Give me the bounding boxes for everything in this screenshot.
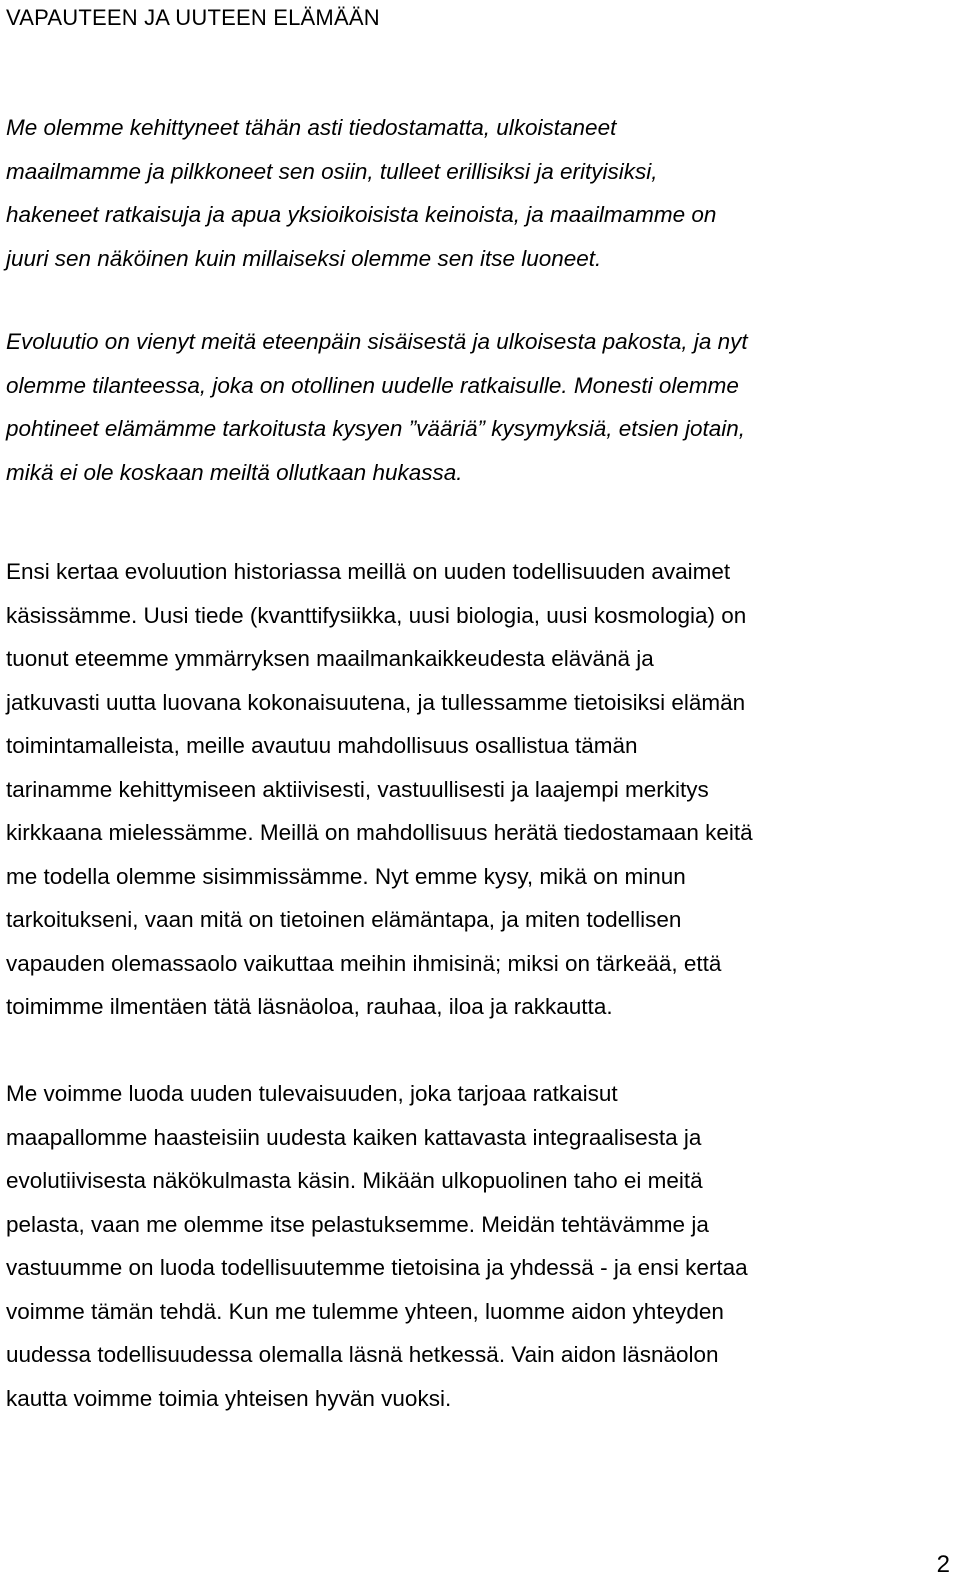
paragraph-line: toimimme ilmentäen tätä läsnäoloa, rauhaa, iloa ja rakkautta. xyxy=(6,994,613,1019)
paragraph-line: vastuumme on luoda todellisuutemme tietoisina ja yhdessä - ja ensi kertaa xyxy=(6,1255,748,1280)
paragraph-line: kirkkaana mielessämme. Meillä on mahdollisuus herätä tiedostamaan keitä xyxy=(6,820,753,845)
paragraph-line: Ensi kertaa evoluution historiassa meillä on uuden todellisuuden avaimet xyxy=(6,559,731,584)
paragraph-4 xyxy=(6,1072,948,1420)
paragraph-line: hakeneet ratkaisuja ja apua yksioikoisista keinoista, ja maailmamme on xyxy=(6,202,717,227)
paragraph-2 xyxy=(6,320,948,494)
page-number: 2 xyxy=(936,1551,950,1578)
paragraph-1 xyxy=(6,106,948,280)
paragraph-line: me todella olemme sisimmissämme. Nyt emme kysy, mikä on minun xyxy=(6,863,686,889)
paragraph-line: voimme tämän tehdä. Kun me tulemme yhteen, luomme aidon yhteyden xyxy=(6,1298,724,1324)
paragraph-line: käsissämme. Uusi tiede (kvanttifysiikka, uusi biologia, uusi kosmologia) on xyxy=(6,602,747,628)
paragraph-line: tuonut eteemme ymmärryksen maailmankaikkeudesta elävänä ja xyxy=(6,646,654,671)
paragraph-line: Evoluutio on vienyt meitä eteenpäin sisäisestä ja ulkoisesta pakosta, ja nyt xyxy=(6,329,748,354)
paragraph-line: pelasta, vaan me olemme itse pelastuksemme. Meidän tehtävämme ja xyxy=(6,1211,709,1237)
paragraph-line: evolutiivisesta näkökulmasta käsin. Mikään ulkopuolinen taho ei meitä xyxy=(6,1168,703,1193)
paragraph-line: toimintamalleista, meille avautuu mahdollisuus osallistua tämän xyxy=(6,733,638,758)
paragraph-line: jatkuvasti uutta luovana kokonaisuutena, ja tullessamme tietoisiksi elämän xyxy=(6,689,746,715)
paragraph-3 xyxy=(6,550,948,1029)
paragraph-line: maapallomme haasteisiin uudesta kaiken kattavasta integraalisesta ja xyxy=(6,1124,702,1150)
paragraph-line: mikä ei ole koskaan meiltä ollutkaan hukassa. xyxy=(6,459,463,485)
paragraph-line: vapauden olemassaolo vaikuttaa meihin ihmisinä; miksi on tärkeää, että xyxy=(6,950,722,976)
paragraph-line: olemme tilanteessa, joka on otollinen uudelle ratkaisulle. Monesti olemme xyxy=(6,372,739,398)
paragraph-line: Me olemme kehittyneet tähän asti tiedostamatta, ulkoistaneet xyxy=(6,115,617,140)
paragraph-line: uudessa todellisuudessa olemalla läsnä hetkessä. Vain aidon läsnäolon xyxy=(6,1342,719,1367)
paragraph-line: Me voimme luoda uuden tulevaisuuden, joka tarjoaa ratkaisut xyxy=(6,1081,618,1106)
paragraph-line: tarinamme kehittymiseen aktiivisesti, vastuullisesti ja laajempi merkitys xyxy=(6,776,709,802)
document-title: VAPAUTEEN JA UUTEEN ELÄMÄÄN xyxy=(6,5,380,30)
paragraph-line: tarkoitukseni, vaan mitä on tietoinen elämäntapa, ja miten todellisen xyxy=(6,907,682,932)
paragraph-line: pohtineet elämämme tarkoitusta kysyen ”vääriä” kysymyksiä, etsien jotain, xyxy=(6,416,746,441)
paragraph-line: kautta voimme toimia yhteisen hyvän vuoksi. xyxy=(6,1385,452,1411)
paragraph-line: juuri sen näköinen kuin millaiseksi olemme sen itse luoneet. xyxy=(6,245,602,271)
paragraph-line: maailmamme ja pilkkoneet sen osiin, tulleet erillisiksi ja erityisiksi, xyxy=(6,158,658,184)
